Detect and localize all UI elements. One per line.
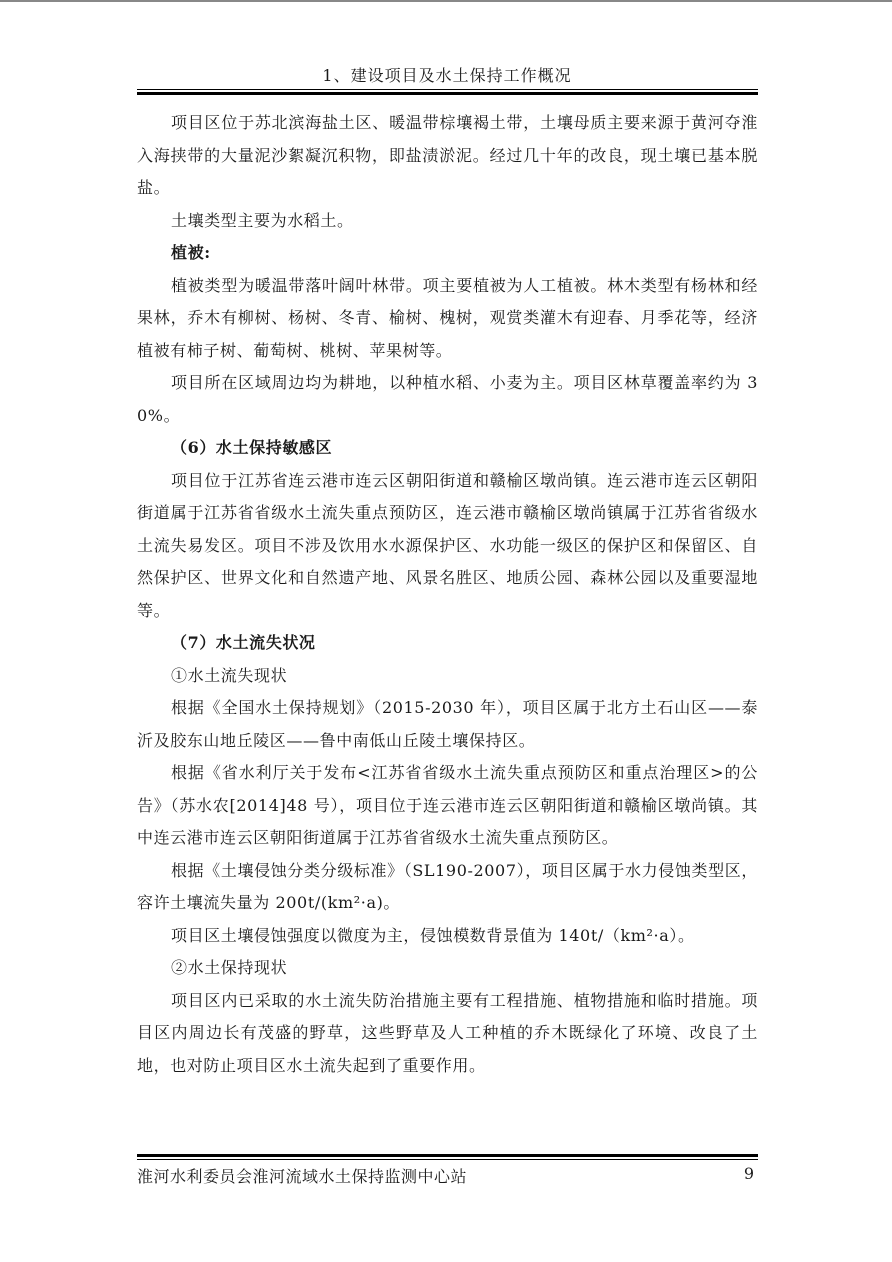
subsection-label: ②水土保持现状 bbox=[171, 958, 288, 977]
subsection-label: ①水土流失现状 bbox=[171, 665, 288, 685]
paragraph: 根据《全国水土保持规划》（2015-2030 年），项目区属于北方土石山区——泰沂及胶东山地丘陵区——鲁中南低山丘陵土壤保持区。 bbox=[137, 698, 758, 750]
footer-rule-thin bbox=[137, 1159, 758, 1160]
section-heading: 植被: bbox=[171, 243, 211, 262]
paragraph: 土壤类型主要为水稻土。 bbox=[171, 210, 354, 230]
paragraph: 根据《省水利厅关于发布<江苏省省级水土流失重点预防区和重点治理区>的公告》（苏水农[2014]48 号），项目位于连云港市连云区朝阳街道和赣榆区墩尚镇。其中连云港市连云区朝阳街道属于江苏省省级水土流失重点预防区。 bbox=[137, 763, 758, 847]
paragraph: 植被类型为暖温带落叶阔叶林带。项主要植被为人工植被。林木类型有杨林和经果林，乔木有柳树、杨树、冬青、榆树、槐树，观赏类灌木有迎春、月季花等，经济植被有柿子树、葡萄树、桃树、苹果树等。 bbox=[137, 275, 758, 360]
footer-organization: 淮河水利委员会淮河流域水土保持监测中心站 bbox=[137, 1167, 468, 1186]
page-number: 9 bbox=[743, 1164, 754, 1183]
header-rule-thin bbox=[137, 89, 758, 90]
document-body bbox=[137, 107, 758, 1082]
footer-rule-thick bbox=[137, 1154, 758, 1157]
page-edge bbox=[0, 0, 892, 2]
page-header-title: 1、建设项目及水土保持工作概况 bbox=[322, 66, 572, 85]
paragraph: 项目所在区域周边均为耕地，以种植水稻、小麦为主。项目区林草覆盖率约为 30%。 bbox=[137, 373, 758, 425]
section-heading: （7）水土流失状况 bbox=[171, 633, 316, 652]
paragraph: 项目区内已采取的水土流失防治措施主要有工程措施、植物措施和临时措施。项目区内周边长有茂盛的野草，这些野草及人工种植的乔木既绿化了环境、改良了土地，也对防止项目区水土流失起到了重要作用。 bbox=[137, 990, 758, 1075]
paragraph: 项目区位于苏北滨海盐土区、暖温带棕壤褐土带，土壤母质主要来源于黄河夺淮入海挟带的大量泥沙絮凝沉积物，即盐渍淤泥。经过几十年的改良，现土壤已基本脱盐。 bbox=[137, 113, 758, 197]
section-heading: （6）水土保持敏感区 bbox=[171, 438, 333, 457]
header-rule-thick bbox=[137, 92, 758, 95]
paragraph: 根据《土壤侵蚀分类分级标准》（SL190-2007），项目区属于水力侵蚀类型区，容许土壤流失量为 200t/(km²·a)。 bbox=[137, 860, 758, 912]
paragraph: 项目位于江苏省连云港市连云区朝阳街道和赣榆区墩尚镇。连云港市连云区朝阳街道属于江苏省省级水土流失重点预防区，连云港市赣榆区墩尚镇属于江苏省省级水土流失易发区。项目不涉及饮用水水源保护区、水功能一级区的保护区和保留区、自然保护区、世界文化和自然遗产地、风景名胜区、地质公园、森林公园以及重要湿地等。 bbox=[137, 470, 758, 620]
paragraph: 项目区土壤侵蚀强度以微度为主，侵蚀模数背景值为 140t/（km²·a）。 bbox=[171, 925, 695, 945]
